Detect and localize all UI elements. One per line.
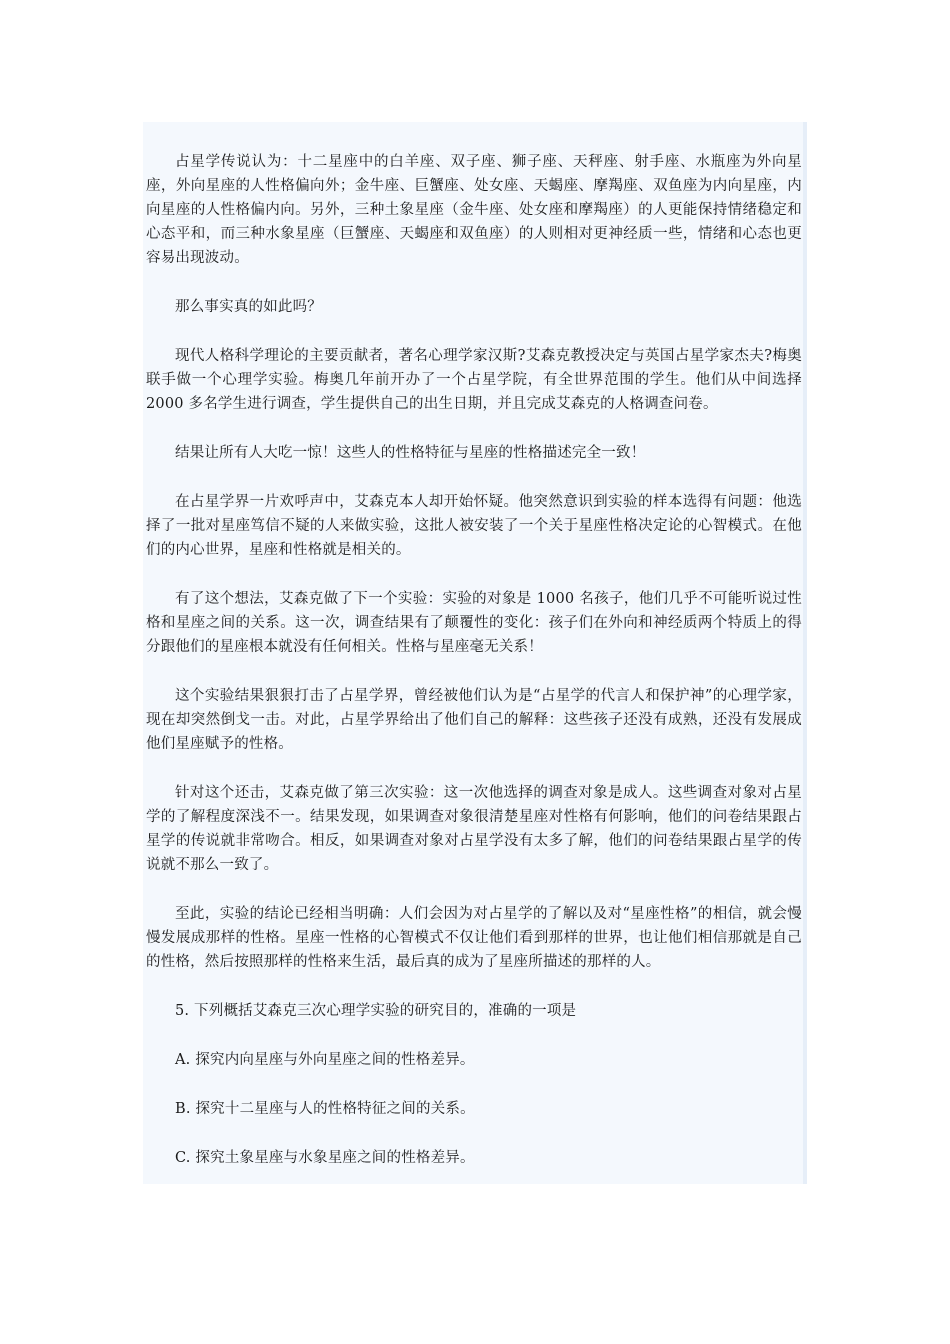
paragraph-astrology-response: 这个实验结果狠狠打击了占星学界，曾经被他们认为是“占星学的代言人和保护神”的心理学家，现在却突然倒戈一击。对此，占星学界给出了他们自己的解释：这些孩子还没有成熟，还没有发展成他们星座赋予的性格。 xyxy=(146,688,802,752)
paragraph-third-experiment: 针对这个还击，艾森克做了第三次实验：这一次他选择的调查对象是成人。这些调查对象对占星学的了解程度深浅不一。结果发现，如果调查对象很清楚星座对性格有何影响，他们的问卷结果跟占星学的传说就非常吻合。相反，如果调查对象对占星学没有太多了解，他们的问卷结果跟占星学的传说就不那么一致了。 xyxy=(146,785,802,873)
article-content xyxy=(146,150,802,1195)
option-c: C. 探究土象星座与水象星座之间的性格差异。 xyxy=(175,1150,475,1166)
paragraph-doubt: 在占星学界一片欢呼声中，艾森克本人却开始怀疑。他突然意识到实验的样本选得有问题：他选择了一批对星座笃信不疑的人来做实验，这批人被安装了一个关于星座性格决定论的心智模式。在他们的内心世界，星座和性格就是相关的。 xyxy=(146,494,802,558)
question-stem: 5. 下列概括艾森克三次心理学实验的研究目的，准确的一项是 xyxy=(175,1003,577,1019)
paragraph-intro: 占星学传说认为：十二星座中的白羊座、双子座、狮子座、天秤座、射手座、水瓶座为外向星座，外向星座的人性格偏向外；金牛座、巨蟹座、处女座、天蝎座、摩羯座、双鱼座为内向星座，内向星座的人性格偏内向。另外，三种土象星座（金牛座、处女座和摩羯座）的人更能保持情绪稳定和心态平和，而三种水象星座（巨蟹座、天蝎座和双鱼座）的人则相对更神经质一些，情绪和心态也更容易出现波动。 xyxy=(146,154,802,266)
paragraph-first-experiment: 现代人格科学理论的主要贡献者，著名心理学家汉斯?艾森克教授决定与英国占星学家杰夫?梅奥联手做一个心理学实验。梅奥几年前开办了一个占星学院，有全世界范围的学生。他们从中间选择 2000 多名学生进行调查，学生提供自己的出生日期，并且完成艾森克的人格调查问卷。 xyxy=(146,348,802,412)
option-b: B. 探究十二星座与人的性格特征之间的关系。 xyxy=(175,1101,475,1117)
option-a: A. 探究内向星座与外向星座之间的性格差异。 xyxy=(175,1052,475,1068)
answer-options xyxy=(146,1048,802,1170)
paragraph-second-experiment: 有了这个想法，艾森克做了下一个实验：实验的对象是 1000 名孩子，他们几乎不可能听说过性格和星座之间的关系。这一次，调查结果有了颠覆性的变化：孩子们在外向和神经质两个特质上的得分跟他们的星座根本就没有任何相关。性格与星座毫无关系！ xyxy=(146,591,802,655)
paragraph-result: 结果让所有人大吃一惊！这些人的性格特征与星座的性格描述完全一致！ xyxy=(175,445,646,461)
paragraph-question-hook: 那么事实真的如此吗？ xyxy=(175,299,322,315)
paragraph-conclusion: 至此，实验的结论已经相当明确：人们会因为对占星学的了解以及对“星座性格”的相信，就会慢慢发展成那样的性格。星座一性格的心智模式不仅让他们看到那样的世界，也让他们相信那就是自己的性格，然后按照那样的性格来生活，最后真的成为了星座所描述的那样的人。 xyxy=(146,906,802,970)
